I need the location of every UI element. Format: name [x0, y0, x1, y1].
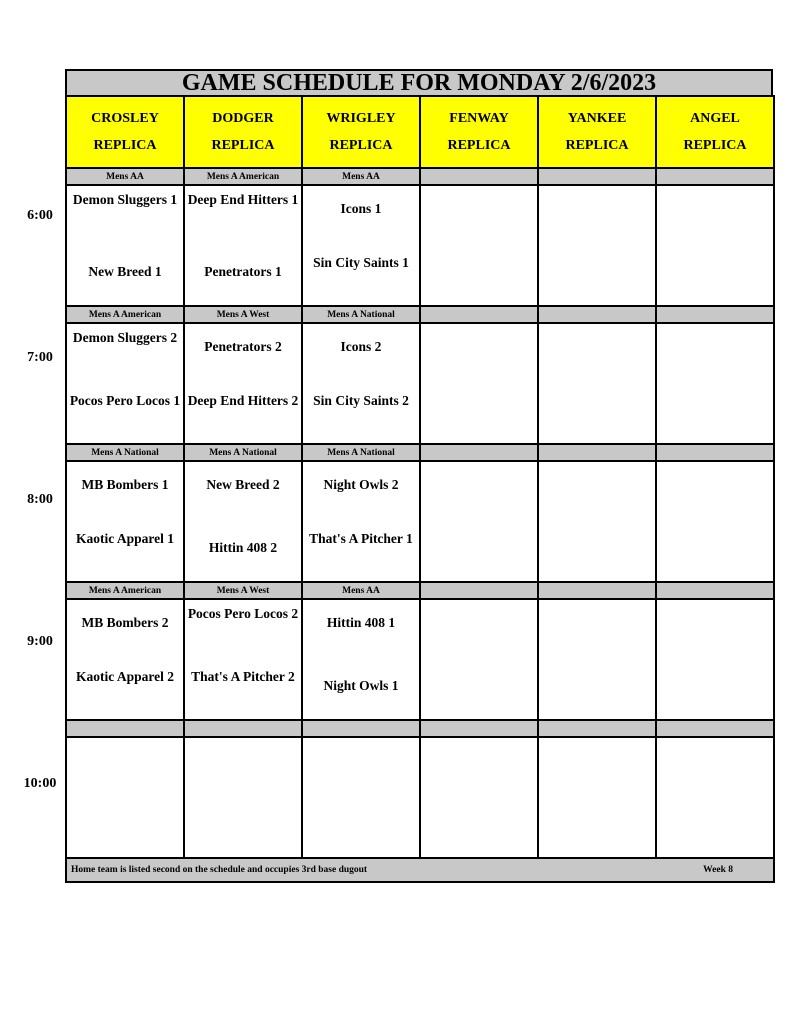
division-label: [656, 720, 774, 737]
division-label: [656, 582, 774, 599]
division-label: [420, 306, 538, 323]
field-header-row: [66, 96, 774, 168]
game-cell: [656, 599, 774, 720]
game-cell: [184, 461, 302, 582]
home-team: Pocos Pero Locos 1: [69, 393, 181, 408]
game-cell: [420, 737, 538, 858]
division-label: Mens AA: [66, 168, 184, 185]
home-team: Hittin 408 2: [208, 540, 278, 555]
home-team: Kaotic Apparel 2: [75, 669, 174, 684]
division-label: [538, 582, 656, 599]
field-name: ANGEL: [690, 111, 740, 126]
field-type: REPLICA: [447, 138, 511, 153]
division-label: [184, 720, 302, 737]
division-row: [66, 444, 774, 461]
field-header: [302, 96, 420, 168]
division-label: [656, 306, 774, 323]
footer-row: [66, 858, 774, 882]
division-label: Mens A American: [66, 306, 184, 323]
division-label: [66, 720, 184, 737]
away-team: Penetrators 2: [204, 339, 282, 354]
game-cell: [420, 185, 538, 306]
week-label: Week 8: [703, 865, 733, 875]
division-label: [420, 720, 538, 737]
time-slot-row: [66, 461, 774, 582]
home-team: That's A Pitcher 2: [191, 669, 295, 684]
game-cell: [66, 323, 184, 444]
field-header: [184, 96, 302, 168]
division-label: [538, 720, 656, 737]
division-label: [656, 444, 774, 461]
away-team: Demon Sluggers 1: [72, 192, 178, 207]
time-label: 8:00: [27, 492, 53, 507]
time-slot-row: [66, 323, 774, 444]
game-cell: [538, 323, 656, 444]
division-label: [420, 444, 538, 461]
home-team: Sin City Saints 1: [313, 255, 409, 270]
game-cell: [656, 461, 774, 582]
field-type: REPLICA: [565, 138, 629, 153]
field-type: REPLICA: [683, 138, 747, 153]
game-cell: [538, 599, 656, 720]
game-cell: [66, 737, 184, 858]
game-cell: [420, 461, 538, 582]
schedule-title: GAME SCHEDULE FOR MONDAY 2/6/2023: [65, 69, 773, 95]
game-cell: [656, 323, 774, 444]
division-row: [66, 168, 774, 185]
game-cell: [184, 323, 302, 444]
away-team: Pocos Pero Locos 2: [187, 606, 299, 621]
time-label: 7:00: [27, 350, 53, 365]
home-team: That's A Pitcher 1: [309, 531, 413, 546]
field-header: [538, 96, 656, 168]
field-name: FENWAY: [449, 111, 509, 126]
field-name: YANKEE: [567, 111, 627, 126]
game-cell: [420, 599, 538, 720]
field-header: [420, 96, 538, 168]
game-cell: [656, 185, 774, 306]
division-label: [538, 306, 656, 323]
game-cell: [302, 737, 420, 858]
time-label: 6:00: [27, 208, 53, 223]
division-label: Mens A American: [184, 168, 302, 185]
away-team: Demon Sluggers 2: [72, 330, 178, 345]
division-row: [66, 582, 774, 599]
game-cell: [66, 461, 184, 582]
division-label: Mens A National: [302, 444, 420, 461]
field-type: REPLICA: [93, 138, 157, 153]
division-label: Mens A National: [302, 306, 420, 323]
division-label: Mens AA: [302, 582, 420, 599]
home-team: Deep End Hitters 2: [187, 393, 299, 408]
game-cell: [538, 461, 656, 582]
field-type: REPLICA: [329, 138, 393, 153]
division-label: Mens A National: [184, 444, 302, 461]
away-team: Icons 1: [340, 201, 382, 216]
time-slot-row: [66, 185, 774, 306]
division-label: Mens AA: [302, 168, 420, 185]
division-label: [538, 444, 656, 461]
time-slot-row: [66, 737, 774, 858]
field-type: REPLICA: [211, 138, 275, 153]
division-label: [656, 168, 774, 185]
division-label: [538, 168, 656, 185]
game-cell: [302, 185, 420, 306]
game-cell: [66, 185, 184, 306]
away-team: Deep End Hitters 1: [187, 192, 299, 207]
schedule-grid: [65, 95, 775, 883]
away-team: MB Bombers 1: [81, 477, 169, 492]
division-label: Mens A National: [66, 444, 184, 461]
away-team: Hittin 408 1: [326, 615, 396, 630]
time-label: 9:00: [27, 634, 53, 649]
field-name: WRIGLEY: [326, 111, 396, 126]
home-team: Kaotic Apparel 1: [75, 531, 174, 546]
field-header: [66, 96, 184, 168]
away-team: MB Bombers 2: [81, 615, 169, 630]
game-cell: [302, 323, 420, 444]
game-cell: [184, 737, 302, 858]
home-team: Sin City Saints 2: [313, 393, 409, 408]
division-label: Mens A American: [66, 582, 184, 599]
away-team: New Breed 2: [206, 477, 280, 492]
division-label: [420, 168, 538, 185]
game-cell: [302, 599, 420, 720]
division-row: [66, 720, 774, 737]
home-team: New Breed 1: [88, 264, 162, 279]
home-team: Night Owls 1: [323, 678, 399, 693]
division-label: [420, 582, 538, 599]
game-cell: [184, 599, 302, 720]
footer-note: Home team is listed second on the schedule and occupies 3rd base dugout: [71, 865, 368, 875]
division-label: Mens A West: [184, 306, 302, 323]
field-name: DODGER: [212, 111, 274, 126]
time-label: 10:00: [23, 776, 57, 791]
division-row: [66, 306, 774, 323]
division-label: Mens A West: [184, 582, 302, 599]
home-team: Penetrators 1: [204, 264, 282, 279]
division-label: [302, 720, 420, 737]
away-team: Night Owls 2: [323, 477, 399, 492]
game-cell: [420, 323, 538, 444]
game-cell: [302, 461, 420, 582]
field-name: CROSLEY: [91, 111, 159, 126]
footer-cell: [66, 858, 774, 882]
game-cell: [656, 737, 774, 858]
game-cell: [66, 599, 184, 720]
game-cell: [538, 737, 656, 858]
away-team: Icons 2: [340, 339, 382, 354]
game-cell: [538, 185, 656, 306]
time-slot-row: [66, 599, 774, 720]
game-cell: [184, 185, 302, 306]
field-header: [656, 96, 774, 168]
